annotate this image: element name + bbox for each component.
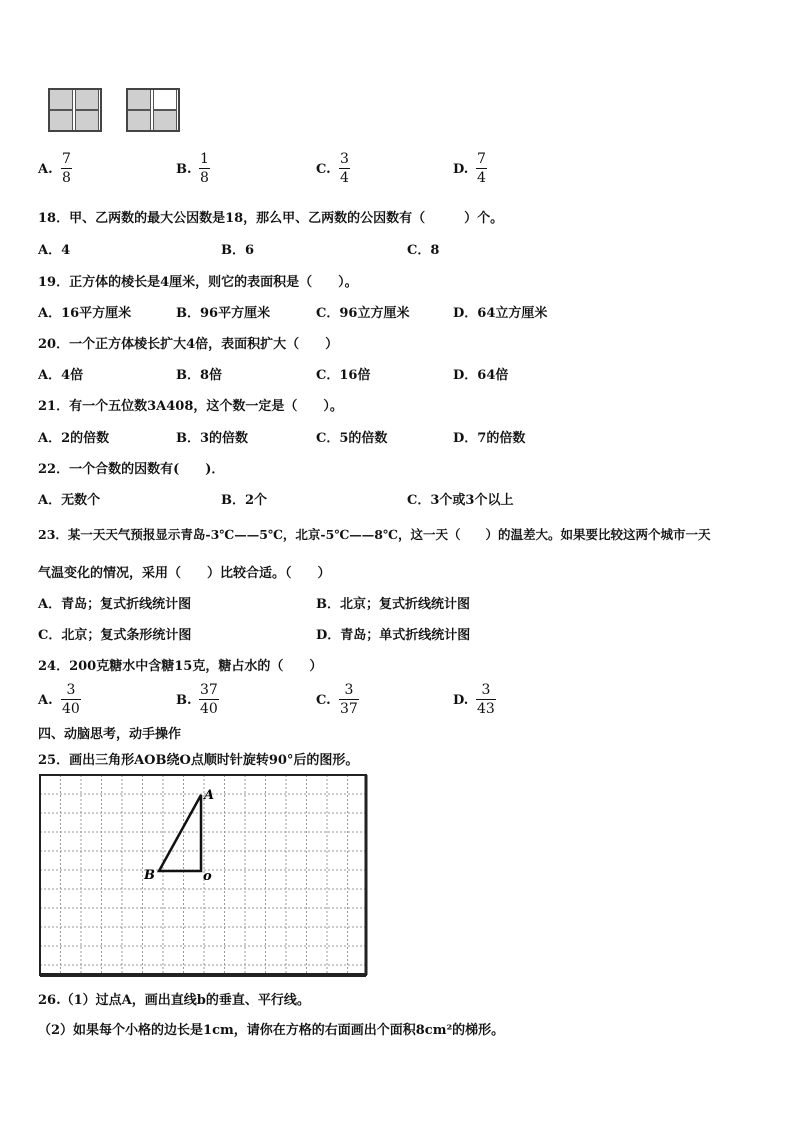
question-20: 20．一个正方体棱长扩大4倍，表面积扩大（ ） — [38, 337, 339, 352]
question-21: 21．有一个五位数3A408，这个数一定是（ ）。 — [38, 399, 343, 414]
question-23-line-2: 气温变化的情况，采用（ ）比较合适。（ ） — [38, 566, 331, 581]
q24-option-a-fraction: 3 40 — [62, 682, 80, 717]
q24-option-d-fraction: 3 43 — [477, 682, 495, 717]
q17-option-a-label[interactable]: A. — [38, 162, 53, 177]
fraction-square-2 — [126, 88, 180, 132]
q23-option-a[interactable]: A．青岛；复式折线统计图 — [38, 597, 192, 612]
q18-option-a[interactable]: A．4 — [38, 243, 71, 258]
q24-option-c-fraction: 3 37 — [340, 682, 358, 717]
question-19: 19．正方体的棱长是4厘米，则它的表面积是（ ）。 — [38, 275, 358, 290]
q17-option-d-label[interactable]: D. — [453, 162, 469, 177]
q17-option-a-fraction: 7 8 — [62, 151, 71, 186]
q17-option-b-label[interactable]: B. — [176, 162, 192, 177]
point-a-label: A — [204, 788, 215, 803]
q18-option-c[interactable]: C．8 — [407, 243, 440, 258]
q19-option-b[interactable]: B．96平方厘米 — [176, 306, 271, 321]
q21-option-a[interactable]: A．2的倍数 — [38, 431, 110, 446]
q20-option-d[interactable]: D．64倍 — [453, 368, 509, 383]
q19-option-c[interactable]: C．96立方厘米 — [316, 306, 410, 321]
q21-option-d[interactable]: D．7的倍数 — [453, 431, 526, 446]
question-26-part-2: （2）如果每个小格的边长是1cm，请你在方格的右面画出个面积8cm²的梯形。 — [38, 1023, 505, 1038]
q19-option-a[interactable]: A．16平方厘米 — [38, 306, 132, 321]
q20-option-a[interactable]: A．4倍 — [38, 368, 84, 383]
q24-option-c-label[interactable]: C. — [316, 693, 331, 708]
q21-option-c[interactable]: C．5的倍数 — [316, 431, 388, 446]
q22-option-c[interactable]: C．3个或3个以上 — [407, 493, 514, 508]
fraction-square-1 — [48, 88, 102, 132]
question-26-part-1: 26.（1）过点A，画出直线b的垂直、平行线。 — [38, 993, 310, 1008]
q24-option-a-label[interactable]: A. — [38, 693, 53, 708]
question-24: 24．200克糖水中含糖15克，糖占水的（ ） — [38, 659, 323, 674]
q18-option-b[interactable]: B．6 — [221, 243, 255, 258]
q20-option-b[interactable]: B．8倍 — [176, 368, 223, 383]
rotation-grid[interactable] — [38, 773, 368, 978]
grid-canvas — [38, 773, 368, 978]
point-o-label: o — [203, 869, 212, 884]
q23-option-c[interactable]: C．北京；复式条形统计图 — [38, 628, 192, 643]
q17-option-d-fraction: 7 4 — [477, 151, 486, 186]
question-25: 25．画出三角形AOB绕O点顺时针旋转90°后的图形。 — [38, 753, 359, 768]
q23-option-d[interactable]: D．青岛；单式折线统计图 — [316, 628, 471, 643]
q17-option-c-fraction: 3 4 — [340, 151, 349, 186]
point-b-label: B — [144, 868, 155, 883]
q22-option-a[interactable]: A．无数个 — [38, 493, 101, 508]
q19-option-d[interactable]: D．64立方厘米 — [453, 306, 548, 321]
q24-option-b-fraction: 37 40 — [200, 682, 218, 717]
question-22: 22．一个合数的因数有( )． — [38, 462, 225, 477]
triangle-aob — [159, 795, 201, 871]
q21-option-b[interactable]: B．3的倍数 — [176, 431, 249, 446]
q24-option-d-label[interactable]: D. — [453, 693, 469, 708]
q24-option-b-label[interactable]: B. — [176, 693, 192, 708]
q17-option-b-fraction: 1 8 — [200, 151, 209, 186]
section-4-heading: 四、动脑思考，动手操作 — [38, 727, 182, 742]
q20-option-c[interactable]: C．16倍 — [316, 368, 371, 383]
q17-option-c-label[interactable]: C. — [316, 162, 331, 177]
q22-option-b[interactable]: B．2个 — [221, 493, 268, 508]
question-23-line-1: 23．某一天天气预报显示青岛-3℃——5℃，北京-5℃——8℃，这一天（ ）的温差大。如果要比较这两个城市一天 — [38, 527, 711, 542]
q23-option-b[interactable]: B．北京；复式折线统计图 — [316, 597, 470, 612]
question-18: 18．甲、乙两数的最大公因数是18，那么甲、乙两数的公因数有（ ）个。 — [38, 211, 504, 226]
